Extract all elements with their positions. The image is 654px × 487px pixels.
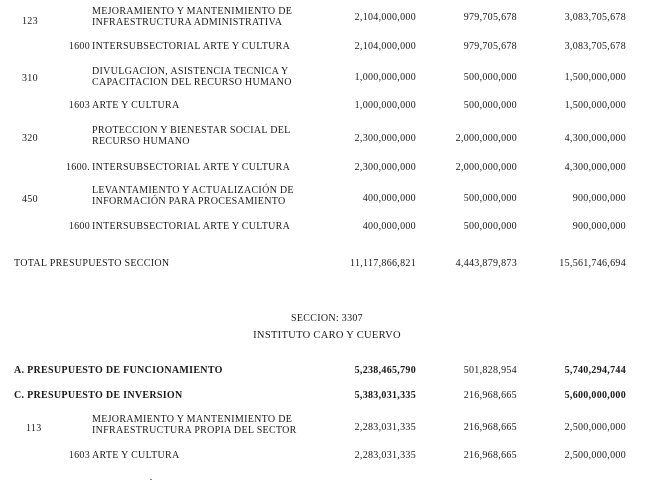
amount-col1: 1,000,000,000 — [354, 72, 416, 83]
budget-label: C. PRESUPUESTO DE INVERSION — [14, 390, 183, 401]
subprogram-description: INTERSUBSECTORIAL ARTE Y CULTURA — [92, 221, 291, 232]
amount-col1: 400,000,000 — [362, 221, 416, 232]
subprogram-description: INTERSUBSECTORIAL ARTE Y CULTURA — [92, 162, 291, 173]
total-label: TOTAL PRESUPUESTO SECCION — [14, 258, 170, 269]
program-description: MEJORAMIENTO Y MANTENIMIENTO DE INFRAESTRUCTURA ADMINISTRATIVA — [92, 6, 293, 28]
subprogram-code: 1603 — [68, 100, 90, 111]
program-code: 123 — [22, 16, 38, 27]
amount-col1: 1,000,000,000 — [354, 100, 416, 111]
amount-col2: 500,000,000 — [463, 72, 517, 83]
amount-total: 900,000,000 — [572, 193, 626, 204]
program-code: 113 — [26, 423, 42, 434]
subprogram-description: INTERSUBSECTORIAL ARTE Y CULTURA — [92, 41, 291, 52]
amount-col2: 216,968,665 — [463, 450, 517, 461]
amount-total: 3,083,705,678 — [564, 41, 626, 52]
amount-col1: 5,383,031,335 — [354, 390, 416, 401]
amount-col2: 216,968,665 — [463, 422, 517, 433]
amount-col2: 216,968,665 — [463, 390, 517, 401]
amount-col2: 500,000,000 — [463, 100, 517, 111]
amount-col1: 2,283,031,335 — [354, 422, 416, 433]
amount-total: 2,500,000,000 — [564, 422, 626, 433]
amount-total: 1,500,000,000 — [564, 72, 626, 83]
amount-total: 1,500,000,000 — [564, 100, 626, 111]
amount-col1: 2,300,000,000 — [354, 133, 416, 144]
amount-total: 2,500,000,000 — [564, 450, 626, 461]
section-name: INSTITUTO CARO Y CUERVO — [253, 330, 401, 341]
amount-total: 5,600,000,000 — [564, 390, 626, 401]
amount-col1: 400,000,000 — [362, 193, 416, 204]
amount-col2: 500,000,000 — [463, 193, 517, 204]
subprogram-code: 1600 — [68, 41, 90, 52]
amount-col2: 4,443,879,873 — [455, 258, 517, 269]
amount-col2: 501,828,954 — [463, 365, 517, 376]
amount-col2: 2,000,000,000 — [455, 133, 517, 144]
amount-col2: 500,000,000 — [463, 221, 517, 232]
amount-total: 4,300,000,000 — [564, 162, 626, 173]
amount-col1: 2,283,031,335 — [354, 450, 416, 461]
amount-col2: 979,705,678 — [463, 41, 517, 52]
program-description: DIVULGACION, ASISTENCIA TECNICA Y CAPACITACION DEL RECURSO HUMANO — [92, 66, 292, 88]
amount-total: 3,083,705,678 — [564, 12, 626, 23]
amount-total: 5,740,294,744 — [564, 365, 626, 376]
amount-total: 4,300,000,000 — [564, 133, 626, 144]
program-code: 450 — [22, 194, 38, 205]
subprogram-code: 1603 — [68, 450, 90, 461]
scan-speck — [150, 479, 152, 480]
amount-total: 900,000,000 — [572, 221, 626, 232]
amount-col1: 2,300,000,000 — [354, 162, 416, 173]
amount-col2: 2,000,000,000 — [455, 162, 517, 173]
program-description: LEVANTAMIENTO Y ACTUALIZACIÓN DE INFORMACIÓN PARA PROCESAMIENTO — [92, 185, 294, 207]
program-description: MEJORAMIENTO Y MANTENIMIENTO DE INFRAESTRUCTURA PROPIA DEL SECTOR — [92, 414, 297, 436]
budget-label: A. PRESUPUESTO DE FUNCIONAMIENTO — [14, 365, 223, 376]
amount-col1: 2,104,000,000 — [354, 12, 416, 23]
subprogram-code: 1600. — [66, 162, 90, 173]
amount-col2: 979,705,678 — [463, 12, 517, 23]
program-description: PROTECCION Y BIENESTAR SOCIAL DEL RECURSO HUMANO — [92, 125, 291, 147]
program-code: 310 — [22, 73, 38, 84]
amount-col1: 2,104,000,000 — [354, 41, 416, 52]
amount-col1: 11,117,866,821 — [350, 258, 416, 269]
amount-total: 15,561,746,694 — [559, 258, 626, 269]
program-code: 320 — [22, 133, 38, 144]
amount-col1: 5,238,465,790 — [354, 365, 416, 376]
subprogram-description: ARTE Y CULTURA — [92, 450, 180, 461]
subprogram-code: 1600 — [68, 221, 90, 232]
subprogram-description: ARTE Y CULTURA — [92, 100, 180, 111]
section-number: SECCION: 3307 — [291, 313, 363, 324]
